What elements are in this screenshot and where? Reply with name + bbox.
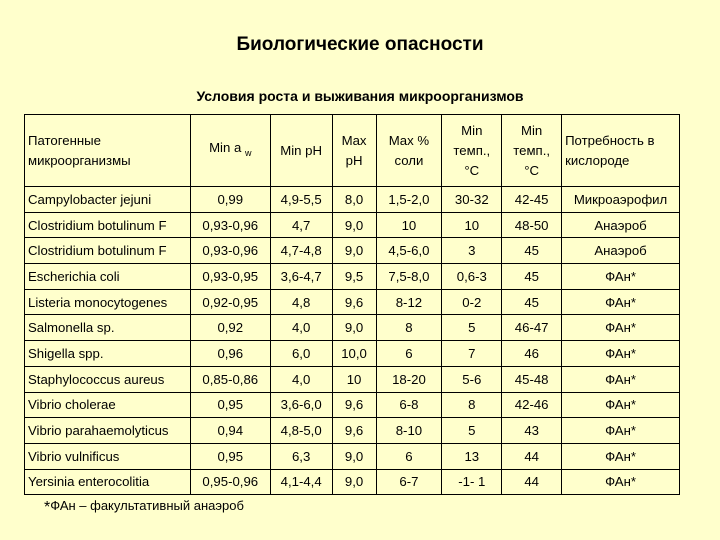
cell-min-temp-1: -1- 1 xyxy=(442,469,502,495)
header-max-salt xyxy=(376,115,442,187)
cell-min-aw: 0,94 xyxy=(190,418,270,444)
cell-max-ph: 9,0 xyxy=(332,238,376,264)
header-max-salt-line1: Max % xyxy=(388,132,430,148)
cell-min-ph: 4,0 xyxy=(270,315,332,341)
table-row xyxy=(25,418,680,444)
cell-min-ph: 4,8 xyxy=(270,289,332,315)
cell-max-ph: 9,6 xyxy=(332,418,376,444)
cell-min-aw: 0,96 xyxy=(190,341,270,367)
cell-min-temp-1: 30-32 xyxy=(442,187,502,213)
cell-min-aw: 0,99 xyxy=(190,187,270,213)
cell-max-salt: 6 xyxy=(376,341,442,367)
cell-min-temp-1: 5 xyxy=(442,315,502,341)
cell-min-ph: 4,7-4,8 xyxy=(270,238,332,264)
cell-max-salt: 6-8 xyxy=(376,392,442,418)
cell-oxygen: Анаэроб xyxy=(562,238,680,264)
header-min-aw-main: Min a xyxy=(209,140,242,155)
table-row xyxy=(25,366,680,392)
cell-max-ph: 9,0 xyxy=(332,212,376,238)
cell-min-temp-2: 45 xyxy=(502,289,562,315)
cell-min-ph: 6,3 xyxy=(270,443,332,469)
cell-max-salt: 6 xyxy=(376,443,442,469)
cell-min-aw: 0,93-0,96 xyxy=(190,212,270,238)
table-row xyxy=(25,238,680,264)
cell-min-temp-2: 46-47 xyxy=(502,315,562,341)
cell-pathogen: Clostridium botulinum F xyxy=(25,238,191,264)
cell-max-ph: 9,6 xyxy=(332,392,376,418)
table-row xyxy=(25,187,680,213)
cell-min-aw: 0,93-0,95 xyxy=(190,264,270,290)
header-oxygen xyxy=(562,115,680,187)
cell-min-temp-1: 0,6-3 xyxy=(442,264,502,290)
cell-max-ph: 10 xyxy=(332,366,376,392)
cell-oxygen: Анаэроб xyxy=(562,212,680,238)
cell-min-ph: 4,1-4,4 xyxy=(270,469,332,495)
cell-max-salt: 18-20 xyxy=(376,366,442,392)
cell-min-ph: 3,6-4,7 xyxy=(270,264,332,290)
cell-oxygen: ФАн* xyxy=(562,315,680,341)
cell-pathogen: Salmonella sp. xyxy=(25,315,191,341)
table-row xyxy=(25,469,680,495)
cell-min-temp-2: 45-48 xyxy=(502,366,562,392)
cell-min-aw: 0,95 xyxy=(190,392,270,418)
cell-min-ph: 6,0 xyxy=(270,341,332,367)
cell-min-temp-1: 5-6 xyxy=(442,366,502,392)
cell-pathogen: Staphylococcus aureus xyxy=(25,366,191,392)
cell-max-ph: 9,5 xyxy=(332,264,376,290)
cell-pathogen: Vibrio cholerae xyxy=(25,392,191,418)
header-oxygen-line2: кислороде xyxy=(565,152,630,168)
header-min-temp-1 xyxy=(442,115,502,187)
cell-pathogen: Shigella spp. xyxy=(25,341,191,367)
header-max-ph xyxy=(332,115,376,187)
table-caption: Условия роста и выживания микроорганизмов xyxy=(196,88,524,104)
footnote xyxy=(44,498,244,517)
table-row xyxy=(25,443,680,469)
table-row xyxy=(25,212,680,238)
cell-oxygen: ФАн* xyxy=(562,418,680,444)
header-min-temp-1-line2: темп., xyxy=(453,142,491,158)
cell-min-temp-1: 10 xyxy=(442,212,502,238)
header-oxygen-line1: Потребность в xyxy=(565,132,655,148)
cell-max-salt: 8-12 xyxy=(376,289,442,315)
cell-min-temp-1: 7 xyxy=(442,341,502,367)
cell-min-temp-1: 8 xyxy=(442,392,502,418)
table-row xyxy=(25,264,680,290)
cell-oxygen: ФАн* xyxy=(562,392,680,418)
table-row xyxy=(25,315,680,341)
cell-max-ph: 10,0 xyxy=(332,341,376,367)
cell-pathogen: Clostridium botulinum F xyxy=(25,212,191,238)
table-row xyxy=(25,289,680,315)
cell-min-temp-2: 46 xyxy=(502,341,562,367)
cell-min-ph: 4,0 xyxy=(270,366,332,392)
header-min-temp-2 xyxy=(502,115,562,187)
cell-pathogen: Campylobacter jejuni xyxy=(25,187,191,213)
header-min-aw xyxy=(190,115,270,187)
cell-min-temp-1: 3 xyxy=(442,238,502,264)
cell-min-ph: 4,9-5,5 xyxy=(270,187,332,213)
cell-max-salt: 1,5-2,0 xyxy=(376,187,442,213)
page-title: Биологические опасности xyxy=(236,34,484,55)
cell-max-salt: 7,5-8,0 xyxy=(376,264,442,290)
header-max-ph-line1: Max xyxy=(341,132,367,148)
cell-max-salt: 6-7 xyxy=(376,469,442,495)
cell-min-temp-2: 42-46 xyxy=(502,392,562,418)
cell-oxygen: ФАн* xyxy=(562,443,680,469)
cell-max-salt: 8 xyxy=(376,315,442,341)
cell-min-temp-1: 5 xyxy=(442,418,502,444)
header-min-ph: Min pH xyxy=(270,115,332,187)
header-min-temp-2-line3: °C xyxy=(524,162,540,178)
footnote-marker: * xyxy=(44,499,51,516)
cell-min-aw: 0,92 xyxy=(190,315,270,341)
cell-oxygen: ФАн* xyxy=(562,264,680,290)
cell-min-temp-2: 42-45 xyxy=(502,187,562,213)
cell-min-temp-1: 13 xyxy=(442,443,502,469)
header-min-temp-2-line1: Min xyxy=(521,122,543,138)
cell-pathogen: Vibrio parahaemolyticus xyxy=(25,418,191,444)
header-max-salt-line2: соли xyxy=(394,152,424,168)
cell-min-aw: 0,93-0,96 xyxy=(190,238,270,264)
header-min-aw-sub: w xyxy=(244,148,252,158)
cell-max-ph: 9,0 xyxy=(332,469,376,495)
table-header-row xyxy=(25,115,680,187)
cell-min-temp-2: 43 xyxy=(502,418,562,444)
table-row xyxy=(25,392,680,418)
cell-oxygen: ФАн* xyxy=(562,366,680,392)
cell-pathogen: Escherichia coli xyxy=(25,264,191,290)
cell-min-aw: 0,95-0,96 xyxy=(190,469,270,495)
cell-max-ph: 9,6 xyxy=(332,289,376,315)
header-pathogen xyxy=(25,115,191,187)
cell-oxygen: ФАн* xyxy=(562,469,680,495)
pathogen-table xyxy=(24,114,680,495)
cell-min-ph: 4,8-5,0 xyxy=(270,418,332,444)
cell-oxygen: ФАн* xyxy=(562,341,680,367)
cell-min-aw: 0,92-0,95 xyxy=(190,289,270,315)
cell-oxygen: Микроаэрофил xyxy=(562,187,680,213)
cell-pathogen: Yersinia enterocolitia xyxy=(25,469,191,495)
header-pathogen-line1: Патогенные xyxy=(28,132,101,148)
cell-min-aw: 0,95 xyxy=(190,443,270,469)
cell-max-ph: 8,0 xyxy=(332,187,376,213)
cell-max-ph: 9,0 xyxy=(332,443,376,469)
header-min-temp-1-line3: °C xyxy=(464,162,480,178)
footnote-text: ФАн – факультативный анаэроб xyxy=(50,498,244,513)
cell-min-ph: 4,7 xyxy=(270,212,332,238)
cell-min-temp-2: 45 xyxy=(502,238,562,264)
header-pathogen-line2: микроорганизмы xyxy=(28,152,131,168)
cell-min-temp-1: 0-2 xyxy=(442,289,502,315)
cell-max-salt: 4,5-6,0 xyxy=(376,238,442,264)
cell-max-ph: 9,0 xyxy=(332,315,376,341)
cell-max-salt: 10 xyxy=(376,212,442,238)
header-min-temp-2-line2: темп., xyxy=(513,142,551,158)
cell-min-temp-2: 44 xyxy=(502,443,562,469)
cell-max-salt: 8-10 xyxy=(376,418,442,444)
header-max-ph-line2: pH xyxy=(345,152,363,168)
cell-min-temp-2: 44 xyxy=(502,469,562,495)
cell-min-ph: 3,6-6,0 xyxy=(270,392,332,418)
cell-min-temp-2: 45 xyxy=(502,264,562,290)
cell-pathogen: Vibrio vulnificus xyxy=(25,443,191,469)
cell-oxygen: ФАн* xyxy=(562,289,680,315)
header-min-temp-1-line1: Min xyxy=(461,122,483,138)
table-row xyxy=(25,341,680,367)
cell-pathogen: Listeria monocytogenes xyxy=(25,289,191,315)
cell-min-aw: 0,85-0,86 xyxy=(190,366,270,392)
cell-min-temp-2: 48-50 xyxy=(502,212,562,238)
